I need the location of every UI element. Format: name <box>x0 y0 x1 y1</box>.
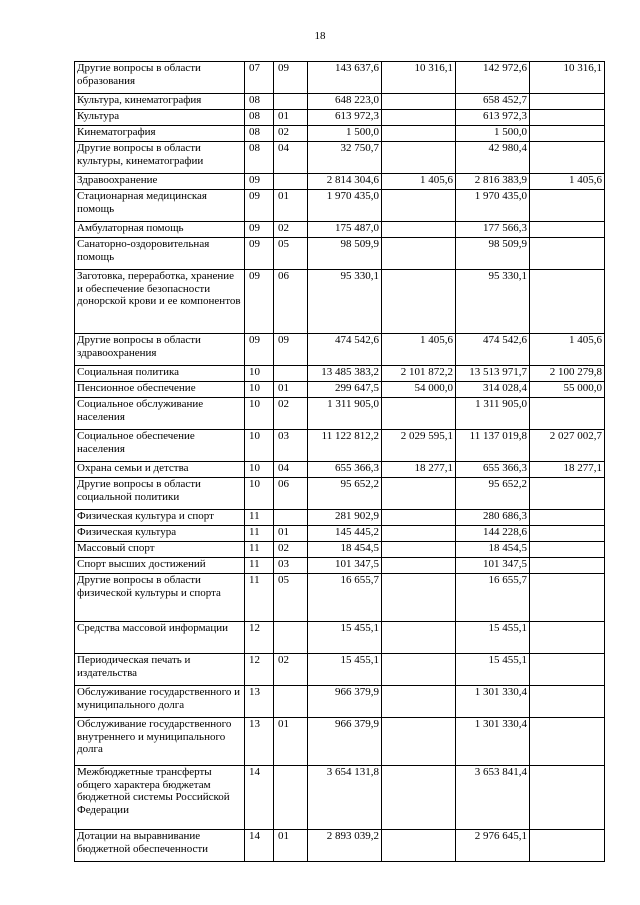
row-subsection: 01 <box>274 718 308 766</box>
row-subsection: 01 <box>274 382 308 398</box>
row-name: Другие вопросы в области физической культуры и спорта <box>75 574 245 622</box>
row-value-2 <box>382 574 456 622</box>
row-section: 10 <box>245 430 274 462</box>
row-value-4 <box>530 574 605 622</box>
page-number: 18 <box>314 30 326 42</box>
row-value-3: 177 566,3 <box>456 222 530 238</box>
row-value-1: 15 455,1 <box>308 622 382 654</box>
table-row <box>75 574 605 622</box>
row-value-4: 18 277,1 <box>530 462 605 478</box>
row-value-3: 42 980,4 <box>456 142 530 174</box>
row-section: 10 <box>245 478 274 510</box>
row-name: Амбулаторная помощь <box>75 222 245 238</box>
row-name: Другие вопросы в области образования <box>75 62 245 94</box>
row-value-4 <box>530 654 605 686</box>
row-value-3: 280 686,3 <box>456 510 530 526</box>
row-section: 11 <box>245 510 274 526</box>
row-value-2 <box>382 654 456 686</box>
row-value-2 <box>382 270 456 334</box>
table-row <box>75 110 605 126</box>
row-subsection: 01 <box>274 190 308 222</box>
table-row <box>75 558 605 574</box>
row-value-4 <box>530 222 605 238</box>
row-value-3: 1 311 905,0 <box>456 398 530 430</box>
table-row <box>75 94 605 110</box>
row-value-4 <box>530 142 605 174</box>
row-value-2 <box>382 622 456 654</box>
row-value-4 <box>530 686 605 718</box>
row-value-2 <box>382 526 456 542</box>
table-row <box>75 190 605 222</box>
row-value-1: 1 500,0 <box>308 126 382 142</box>
row-value-3: 314 028,4 <box>456 382 530 398</box>
row-value-2 <box>382 398 456 430</box>
row-name: Физическая культура <box>75 526 245 542</box>
table-row <box>75 382 605 398</box>
table-row <box>75 126 605 142</box>
table-row <box>75 542 605 558</box>
row-name: Массовый спорт <box>75 542 245 558</box>
row-value-1: 98 509,9 <box>308 238 382 270</box>
row-value-1: 145 445,2 <box>308 526 382 542</box>
row-value-1: 1 970 435,0 <box>308 190 382 222</box>
row-value-4 <box>530 542 605 558</box>
row-subsection <box>274 366 308 382</box>
row-value-2 <box>382 110 456 126</box>
row-section: 10 <box>245 462 274 478</box>
row-value-1: 13 485 383,2 <box>308 366 382 382</box>
row-value-3: 2 976 645,1 <box>456 830 530 862</box>
row-section: 10 <box>245 382 274 398</box>
row-subsection: 01 <box>274 526 308 542</box>
row-value-2: 18 277,1 <box>382 462 456 478</box>
row-value-1: 2 814 304,6 <box>308 174 382 190</box>
row-section: 11 <box>245 542 274 558</box>
row-value-1: 95 330,1 <box>308 270 382 334</box>
row-value-3: 474 542,6 <box>456 334 530 366</box>
row-subsection <box>274 686 308 718</box>
table-row <box>75 270 605 334</box>
row-name: Обслуживание государственного и муниципального долга <box>75 686 245 718</box>
row-name: Обслуживание государственного внутреннего и муниципального долга <box>75 718 245 766</box>
row-value-3: 658 452,7 <box>456 94 530 110</box>
table-row <box>75 478 605 510</box>
row-value-1: 175 487,0 <box>308 222 382 238</box>
budget-table <box>74 61 605 862</box>
table-row <box>75 766 605 830</box>
row-name: Межбюджетные трансферты общего характера бюджетам бюджетной системы Российской Федерации <box>75 766 245 830</box>
row-subsection: 09 <box>274 62 308 94</box>
row-section: 13 <box>245 718 274 766</box>
table-row <box>75 142 605 174</box>
row-value-2 <box>382 222 456 238</box>
table-row <box>75 222 605 238</box>
row-value-3: 1 301 330,4 <box>456 718 530 766</box>
row-value-4 <box>530 478 605 510</box>
row-value-2 <box>382 126 456 142</box>
row-value-3: 144 228,6 <box>456 526 530 542</box>
row-value-1: 281 902,9 <box>308 510 382 526</box>
row-value-2 <box>382 558 456 574</box>
row-value-4: 2 100 279,8 <box>530 366 605 382</box>
row-value-3: 101 347,5 <box>456 558 530 574</box>
row-value-1: 101 347,5 <box>308 558 382 574</box>
row-name: Заготовка, переработка, хранение и обеспечение безопасности донорской крови и ее компонентов <box>75 270 245 334</box>
row-value-1: 18 454,5 <box>308 542 382 558</box>
table-row <box>75 366 605 382</box>
table-row <box>75 622 605 654</box>
row-value-3: 13 513 971,7 <box>456 366 530 382</box>
row-value-2 <box>382 718 456 766</box>
row-value-2 <box>382 510 456 526</box>
table-row <box>75 398 605 430</box>
row-value-1: 299 647,5 <box>308 382 382 398</box>
row-value-2: 1 405,6 <box>382 174 456 190</box>
row-value-4: 10 316,1 <box>530 62 605 94</box>
row-value-3: 16 655,7 <box>456 574 530 622</box>
table-row <box>75 654 605 686</box>
row-value-4: 1 405,6 <box>530 174 605 190</box>
row-subsection: 06 <box>274 270 308 334</box>
row-subsection <box>274 510 308 526</box>
row-subsection: 02 <box>274 126 308 142</box>
row-section: 12 <box>245 622 274 654</box>
row-value-1: 32 750,7 <box>308 142 382 174</box>
row-section: 09 <box>245 190 274 222</box>
row-section: 10 <box>245 366 274 382</box>
row-name: Социальное обеспечение населения <box>75 430 245 462</box>
row-value-2: 1 405,6 <box>382 334 456 366</box>
table-row <box>75 510 605 526</box>
row-name: Другие вопросы в области культуры, кинематографии <box>75 142 245 174</box>
row-value-1: 966 379,9 <box>308 718 382 766</box>
row-value-4 <box>530 526 605 542</box>
row-name: Охрана семьи и детства <box>75 462 245 478</box>
row-subsection: 09 <box>274 334 308 366</box>
table-row <box>75 62 605 94</box>
row-subsection: 02 <box>274 654 308 686</box>
row-value-3: 18 454,5 <box>456 542 530 558</box>
row-name: Санаторно-оздоровительная помощь <box>75 238 245 270</box>
row-value-3: 1 970 435,0 <box>456 190 530 222</box>
row-section: 08 <box>245 142 274 174</box>
row-value-1: 966 379,9 <box>308 686 382 718</box>
row-value-2: 2 029 595,1 <box>382 430 456 462</box>
row-value-3: 95 652,2 <box>456 478 530 510</box>
row-name: Периодическая печать и издательства <box>75 654 245 686</box>
row-subsection <box>274 622 308 654</box>
row-section: 14 <box>245 830 274 862</box>
table-row <box>75 238 605 270</box>
row-name: Социальное обслуживание населения <box>75 398 245 430</box>
table-row <box>75 430 605 462</box>
row-value-3: 142 972,6 <box>456 62 530 94</box>
row-value-4: 2 027 002,7 <box>530 430 605 462</box>
row-value-4 <box>530 94 605 110</box>
row-subsection: 04 <box>274 462 308 478</box>
row-value-4 <box>530 398 605 430</box>
row-section: 09 <box>245 238 274 270</box>
table-row <box>75 334 605 366</box>
row-section: 08 <box>245 94 274 110</box>
row-subsection: 05 <box>274 238 308 270</box>
row-value-2 <box>382 542 456 558</box>
row-value-3: 95 330,1 <box>456 270 530 334</box>
row-value-1: 613 972,3 <box>308 110 382 126</box>
row-section: 14 <box>245 766 274 830</box>
row-name: Культура <box>75 110 245 126</box>
row-section: 08 <box>245 126 274 142</box>
table-row <box>75 526 605 542</box>
row-value-2: 10 316,1 <box>382 62 456 94</box>
row-value-4 <box>530 510 605 526</box>
row-subsection <box>274 94 308 110</box>
row-value-3: 1 301 330,4 <box>456 686 530 718</box>
row-subsection: 02 <box>274 222 308 238</box>
row-section: 09 <box>245 174 274 190</box>
row-value-2: 2 101 872,2 <box>382 366 456 382</box>
row-section: 08 <box>245 110 274 126</box>
row-section: 11 <box>245 558 274 574</box>
row-name: Физическая культура и спорт <box>75 510 245 526</box>
row-value-4 <box>530 126 605 142</box>
row-value-3: 11 137 019,8 <box>456 430 530 462</box>
row-section: 11 <box>245 574 274 622</box>
row-value-1: 95 652,2 <box>308 478 382 510</box>
row-name: Другие вопросы в области социальной политики <box>75 478 245 510</box>
row-value-2 <box>382 94 456 110</box>
row-value-3: 15 455,1 <box>456 654 530 686</box>
row-value-1: 655 366,3 <box>308 462 382 478</box>
row-value-2 <box>382 830 456 862</box>
row-value-4 <box>530 558 605 574</box>
row-value-4 <box>530 622 605 654</box>
table-row <box>75 174 605 190</box>
row-section: 11 <box>245 526 274 542</box>
row-name: Социальная политика <box>75 366 245 382</box>
row-subsection: 06 <box>274 478 308 510</box>
row-name: Стационарная медицинская помощь <box>75 190 245 222</box>
row-value-3: 3 653 841,4 <box>456 766 530 830</box>
row-subsection: 01 <box>274 830 308 862</box>
row-value-1: 143 637,6 <box>308 62 382 94</box>
budget-table-body <box>75 62 605 862</box>
row-value-4 <box>530 190 605 222</box>
row-subsection <box>274 766 308 830</box>
row-section: 09 <box>245 270 274 334</box>
row-name: Кинематография <box>75 126 245 142</box>
row-subsection <box>274 174 308 190</box>
row-section: 12 <box>245 654 274 686</box>
row-value-4 <box>530 766 605 830</box>
row-value-2: 54 000,0 <box>382 382 456 398</box>
row-value-3: 2 816 383,9 <box>456 174 530 190</box>
row-value-1: 16 655,7 <box>308 574 382 622</box>
row-subsection: 01 <box>274 110 308 126</box>
row-value-4 <box>530 238 605 270</box>
row-value-3: 655 366,3 <box>456 462 530 478</box>
row-subsection: 05 <box>274 574 308 622</box>
row-value-3: 15 455,1 <box>456 622 530 654</box>
row-value-1: 474 542,6 <box>308 334 382 366</box>
row-value-4 <box>530 270 605 334</box>
row-value-2 <box>382 686 456 718</box>
row-value-3: 1 500,0 <box>456 126 530 142</box>
row-value-1: 2 893 039,2 <box>308 830 382 862</box>
row-value-1: 648 223,0 <box>308 94 382 110</box>
row-value-3: 613 972,3 <box>456 110 530 126</box>
row-value-4 <box>530 830 605 862</box>
table-row <box>75 830 605 862</box>
row-section: 07 <box>245 62 274 94</box>
row-value-1: 15 455,1 <box>308 654 382 686</box>
row-value-1: 3 654 131,8 <box>308 766 382 830</box>
row-subsection: 03 <box>274 430 308 462</box>
row-value-1: 11 122 812,2 <box>308 430 382 462</box>
row-subsection: 02 <box>274 542 308 558</box>
row-name: Дотации на выравнивание бюджетной обеспеченности <box>75 830 245 862</box>
row-value-2 <box>382 190 456 222</box>
row-value-2 <box>382 478 456 510</box>
row-value-4: 1 405,6 <box>530 334 605 366</box>
row-value-3: 98 509,9 <box>456 238 530 270</box>
row-name: Другие вопросы в области здравоохранения <box>75 334 245 366</box>
row-value-2 <box>382 238 456 270</box>
table-row <box>75 718 605 766</box>
row-value-2 <box>382 766 456 830</box>
row-section: 09 <box>245 334 274 366</box>
row-value-4: 55 000,0 <box>530 382 605 398</box>
row-subsection: 02 <box>274 398 308 430</box>
row-subsection: 04 <box>274 142 308 174</box>
row-name: Здравоохранение <box>75 174 245 190</box>
row-name: Спорт высших достижений <box>75 558 245 574</box>
row-section: 10 <box>245 398 274 430</box>
row-value-4 <box>530 718 605 766</box>
row-name: Пенсионное обеспечение <box>75 382 245 398</box>
row-section: 13 <box>245 686 274 718</box>
row-value-1: 1 311 905,0 <box>308 398 382 430</box>
row-name: Средства массовой информации <box>75 622 245 654</box>
row-value-4 <box>530 110 605 126</box>
row-subsection: 03 <box>274 558 308 574</box>
table-row <box>75 686 605 718</box>
row-value-2 <box>382 142 456 174</box>
table-row <box>75 462 605 478</box>
row-section: 09 <box>245 222 274 238</box>
row-name: Культура, кинематография <box>75 94 245 110</box>
